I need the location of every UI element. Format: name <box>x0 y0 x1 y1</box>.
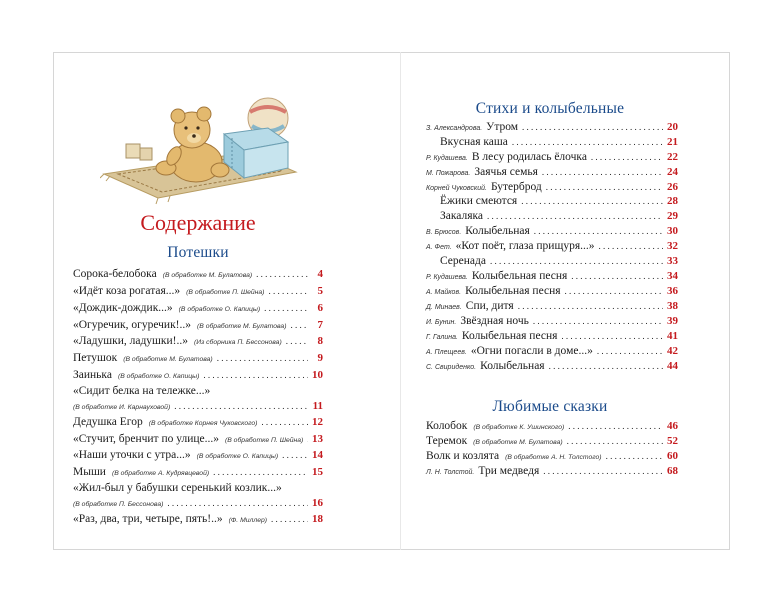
toc-entry[interactable] <box>426 300 678 312</box>
toc-entry[interactable] <box>73 319 323 331</box>
toc-entry[interactable] <box>426 240 678 252</box>
entry-page: 7 <box>317 319 323 331</box>
entry-note: (В обработке М. Булатова) <box>197 323 287 330</box>
entry-page: 14 <box>312 449 323 461</box>
entry-page: 13 <box>312 433 323 445</box>
entry-title: Колыбельная песня <box>465 285 561 297</box>
entry-title: «Наши уточки с утра...» <box>73 449 191 461</box>
entry-title: «Огни погасли в доме...» <box>470 345 593 357</box>
toc-entry[interactable] <box>426 360 678 372</box>
entry-title: Волк и козлята <box>426 450 500 462</box>
leader-dots <box>533 316 663 326</box>
entry-author: Г. Галина. <box>426 334 458 341</box>
leader-dots <box>546 182 663 192</box>
toc-entry[interactable] <box>73 369 323 381</box>
page-fold <box>400 52 401 550</box>
entry-page: 5 <box>317 285 323 297</box>
entry-page: 21 <box>667 136 678 148</box>
entry-note: (В обработке А. Н. Толстого) <box>505 454 602 461</box>
toc-entry[interactable] <box>73 466 323 478</box>
toc-entry[interactable] <box>426 195 678 207</box>
entry-author: Р. Кудашева. <box>426 274 468 281</box>
entry-note: (В обработке Корнея Чуковского) <box>148 420 258 427</box>
toc-entry[interactable] <box>426 255 678 267</box>
toc-entry[interactable] <box>73 285 323 297</box>
entry-note: (В обработке А. Кудрявцевой) <box>111 470 210 477</box>
toc-entry[interactable] <box>426 285 678 297</box>
toc-entry[interactable] <box>426 181 678 193</box>
leader-dots <box>213 467 308 477</box>
leader-dots <box>565 286 663 296</box>
entry-author: С. Свириденко. <box>426 364 477 371</box>
entry-author: А. Плещеев. <box>426 349 467 356</box>
entry-page: 12 <box>312 416 323 428</box>
entry-title: «Ладушки, ладушки!..» <box>73 335 188 347</box>
leader-dots <box>217 353 308 363</box>
toc-entry[interactable] <box>426 166 678 178</box>
entry-author: Р. Кудашева. <box>426 155 468 162</box>
entry-title: Колыбельная песня <box>461 330 558 342</box>
leader-dots <box>167 498 308 508</box>
entry-page: 36 <box>667 285 678 297</box>
entry-page: 39 <box>667 315 678 327</box>
toc-entry[interactable] <box>426 136 678 148</box>
entry-title: Утром <box>486 121 519 133</box>
toc-entry[interactable] <box>426 315 678 327</box>
entry-page: 33 <box>667 255 678 267</box>
toc-entry[interactable] <box>73 302 323 314</box>
entry-author: И. Бунин. <box>426 319 457 326</box>
entry-page: 52 <box>667 435 678 447</box>
entry-note: (Из сборника П. Бессонова) <box>193 339 282 346</box>
leader-dots <box>512 137 663 147</box>
leader-dots <box>282 450 308 460</box>
toy-blocks <box>126 144 152 160</box>
entry-page: 46 <box>667 420 678 432</box>
entry-page: 15 <box>312 466 323 478</box>
entry-note: (Ф. Миллер) <box>228 517 268 524</box>
toc-entry[interactable] <box>426 330 678 342</box>
toc-entry[interactable] <box>426 210 678 222</box>
leader-dots <box>522 122 663 132</box>
entry-title: Спи, дитя <box>465 300 514 312</box>
entry-author: Л. Н. Толстой. <box>426 469 475 476</box>
entry-author: Д. Минаев. <box>426 304 462 311</box>
entry-author: В. Брюсов. <box>426 229 462 236</box>
entry-title: Мыши <box>73 466 106 478</box>
entry-title: «Раз, два, три, четыре, пять!..» <box>73 513 223 525</box>
entry-page: 10 <box>312 369 323 381</box>
page-title: Содержание <box>140 210 256 235</box>
entry-note: (В обработке П. Бессонова) <box>73 501 164 508</box>
entry-page: 68 <box>667 465 678 477</box>
leader-dots <box>487 211 663 221</box>
leader-dots <box>203 370 308 380</box>
entry-note: (В обработке П. Шейна) <box>186 289 265 296</box>
leader-dots <box>591 152 663 162</box>
leader-dots <box>549 361 663 371</box>
leader-dots <box>264 303 308 313</box>
leader-dots <box>256 269 308 279</box>
leader-dots <box>567 436 663 446</box>
entry-title: «Стучит, бренчит по улице...» <box>73 433 219 445</box>
leader-dots <box>521 196 663 206</box>
section-heading-skazki: Любимые сказки <box>492 398 608 415</box>
entry-page: 20 <box>667 121 678 133</box>
entry-author: А. Майков. <box>426 289 462 296</box>
entry-page: 16 <box>312 497 323 509</box>
section-heading-poteshki: Потешки <box>167 244 229 261</box>
entry-title: «Сидит белка на тележке...» <box>73 385 211 397</box>
leader-dots <box>561 331 663 341</box>
entry-title: Серенада <box>440 255 486 267</box>
entry-page: 34 <box>667 270 678 282</box>
entry-title: Бутерброд <box>490 181 542 193</box>
entry-page: 30 <box>667 225 678 237</box>
entry-title: Петушок <box>73 352 118 364</box>
entry-page: 24 <box>667 166 678 178</box>
entry-title: Теремок <box>426 435 468 447</box>
section-heading-stihi: Стихи и колыбельные <box>475 100 625 117</box>
toc-entry-continuation[interactable] <box>73 400 323 412</box>
leader-dots <box>490 256 663 266</box>
entry-page: 6 <box>317 302 323 314</box>
toc-entry[interactable] <box>73 416 323 428</box>
entry-page: 26 <box>667 181 678 193</box>
entry-page: 42 <box>667 345 678 357</box>
entry-title: «Огуречик, огуречик!..» <box>73 319 192 331</box>
leader-dots <box>307 434 308 444</box>
entry-title: Три медведя <box>478 465 540 477</box>
entry-title: В лесу родилась ёлочка <box>471 151 587 163</box>
leader-dots <box>597 346 663 356</box>
toc-entry[interactable] <box>73 385 323 397</box>
entry-note: (В обработке М. Булатова) <box>123 356 213 363</box>
entry-note: (В обработке И. Карнауховой) <box>73 404 171 411</box>
teddy-bear-illustration <box>100 88 300 206</box>
entry-note: (В обработке О. Капицы) <box>178 306 261 313</box>
entry-title: Закаляка <box>440 210 484 222</box>
entry-page: 60 <box>667 450 678 462</box>
entry-title: Заинька <box>73 369 112 381</box>
entry-title: «Кот поёт, глаза прищуря...» <box>455 240 595 252</box>
toc-entry[interactable] <box>426 225 678 237</box>
entry-page: 41 <box>667 330 678 342</box>
toc-entry[interactable] <box>426 435 678 447</box>
entry-title: Дедушка Егор <box>73 416 143 428</box>
entry-title: Вкусная каша <box>440 136 508 148</box>
leader-dots <box>290 320 308 330</box>
leader-dots <box>543 466 663 476</box>
leader-dots <box>261 417 308 427</box>
toc-entry[interactable] <box>426 450 678 462</box>
entry-author: М. Пожарова. <box>426 170 471 177</box>
entry-note: (В обработке М. Булатова) <box>473 439 563 446</box>
entry-title: Колыбельная <box>480 360 545 372</box>
entry-title: «Жил-был у бабушки серенький козлик...» <box>73 482 282 494</box>
leader-dots <box>542 167 663 177</box>
entry-title: Ёжики смеются <box>440 195 518 207</box>
entry-page: 18 <box>312 513 323 525</box>
entry-page: 38 <box>667 300 678 312</box>
entry-author: Корней Чуковский. <box>426 185 487 192</box>
entry-page: 11 <box>312 400 323 412</box>
toc-entry[interactable] <box>426 465 678 477</box>
entry-title: Колыбельная песня <box>471 270 568 282</box>
leader-dots <box>534 226 663 236</box>
entry-author: З. Александрова. <box>426 125 483 132</box>
toc-entry[interactable] <box>426 121 678 133</box>
leader-dots <box>286 336 308 346</box>
toc-entry[interactable] <box>73 352 323 364</box>
toc-entry[interactable] <box>426 345 678 357</box>
entry-title: Колыбельная <box>465 225 530 237</box>
entry-title: Заячья семья <box>474 166 538 178</box>
entry-page: 22 <box>667 151 678 163</box>
leader-dots <box>518 301 663 311</box>
leader-dots <box>568 421 663 431</box>
entry-page: 9 <box>317 352 323 364</box>
teddy-bear <box>156 107 229 182</box>
toc-entry[interactable] <box>73 482 323 494</box>
entry-note: (В обработке М. Булатова) <box>162 272 253 279</box>
toc-entry[interactable] <box>73 513 323 525</box>
entry-note: (В обработке К. Ушинского) <box>473 424 565 431</box>
entry-title: Сорока-белобока <box>73 268 157 280</box>
entry-page: 32 <box>667 240 678 252</box>
entry-note: (В обработке О. Капицы) <box>196 453 279 460</box>
leader-dots <box>271 514 308 524</box>
entry-note: (В обработке П. Шейна) <box>225 437 304 444</box>
entry-title: Колобок <box>426 420 468 432</box>
leader-dots <box>268 286 308 296</box>
leader-dots <box>571 271 663 281</box>
entry-page: 28 <box>667 195 678 207</box>
leader-dots <box>598 241 663 251</box>
entry-page: 29 <box>667 210 678 222</box>
entry-page: 8 <box>317 335 323 347</box>
entry-title: «Идёт коза рогатая...» <box>73 285 181 297</box>
toc-entry-continuation[interactable] <box>73 497 323 509</box>
entry-page: 44 <box>667 360 678 372</box>
entry-author: А. Фет. <box>426 244 452 251</box>
toc-entry[interactable] <box>426 151 678 163</box>
toc-entry[interactable] <box>426 420 678 432</box>
entry-page: 4 <box>317 268 323 280</box>
entry-title: «Дождик-дождик...» <box>73 302 173 314</box>
leader-dots <box>174 401 308 411</box>
entry-note: (В обработке О. Капицы) <box>117 373 200 380</box>
entry-title: Звёздная ночь <box>460 315 529 327</box>
leader-dots <box>606 451 663 461</box>
toc-entry[interactable] <box>73 268 323 280</box>
toc-entry[interactable] <box>73 449 323 461</box>
toc-entry[interactable] <box>73 335 323 347</box>
toc-entry[interactable] <box>426 270 678 282</box>
toc-entry[interactable] <box>73 433 323 445</box>
